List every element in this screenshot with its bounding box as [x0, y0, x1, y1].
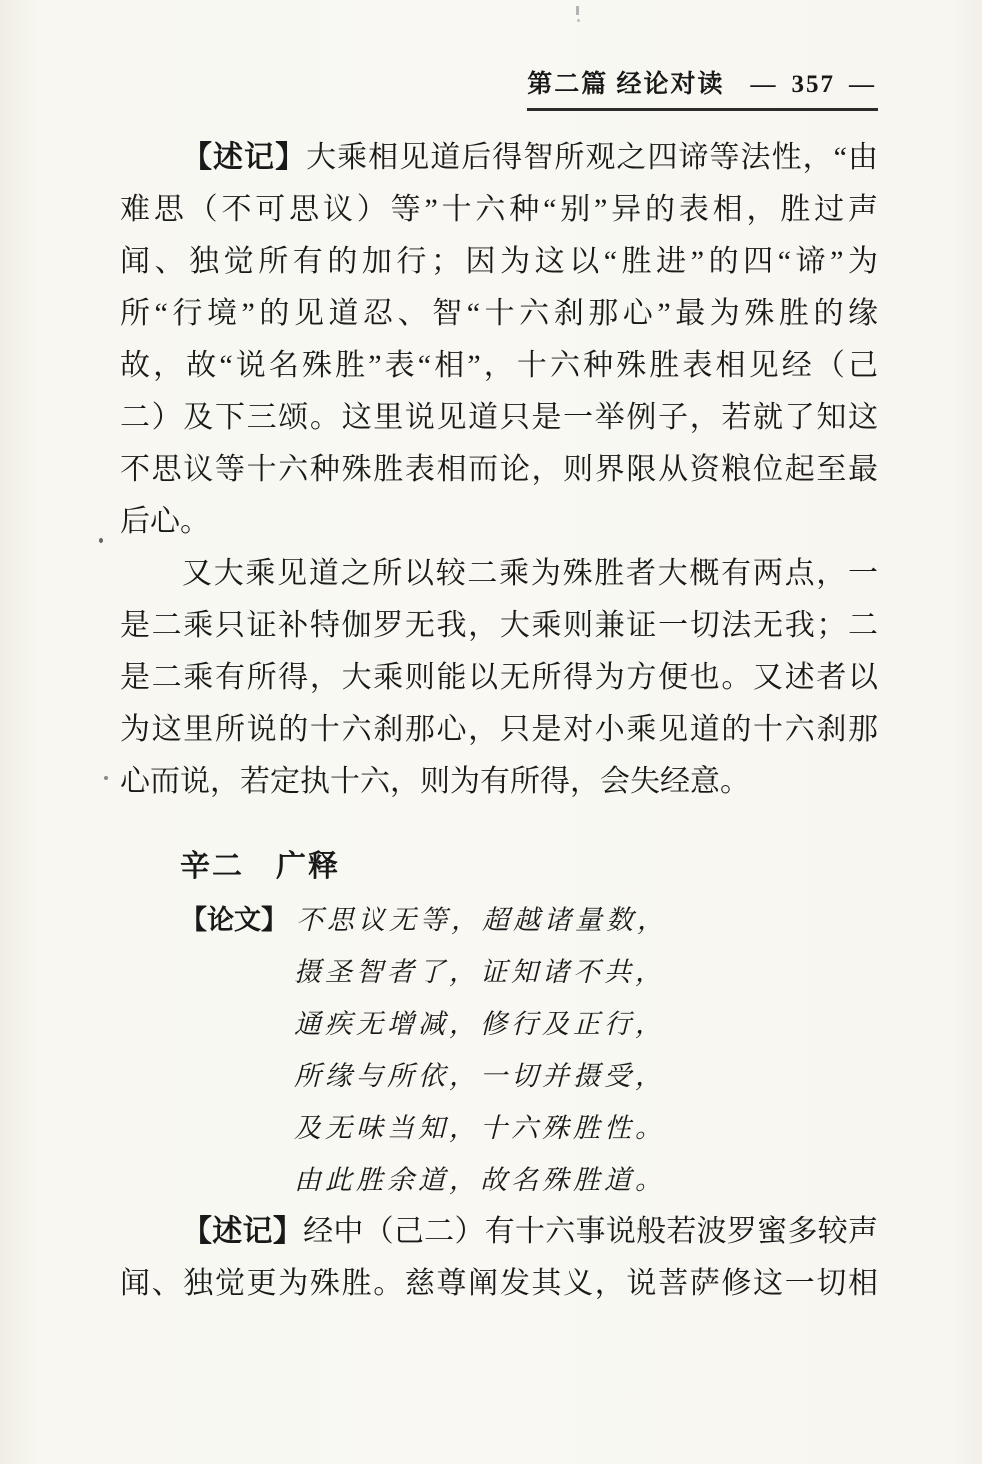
chapter-title: 第二篇 经论对读 — [527, 71, 725, 98]
text-line: 闻、独觉更为殊胜。慈尊阐发其义，说菩萨修这一切相 — [120, 1267, 878, 1300]
page-number-dash-right: — — [849, 71, 876, 98]
scan-mark — [576, 6, 579, 15]
text-line: 是二乘只证补特伽罗无我，大乘则兼证一切法无我；二 — [120, 609, 878, 642]
verse-line — [120, 998, 878, 1050]
paragraph-shuji-1 — [120, 132, 878, 548]
line-text: 经中（己二）有十六事说般若波罗蜜多较声 — [303, 1215, 878, 1248]
scan-mark — [104, 776, 108, 780]
text-line: 后心。 — [120, 505, 210, 538]
text-line: 心而说，若定执十六，则为有所得，会失经意。 — [120, 765, 750, 798]
verse-text: 不思议无等，超越诸量数， — [296, 905, 668, 935]
text-line: 故，故“说名殊胜”表“相”，十六种殊胜表相见经（己 — [120, 349, 878, 382]
verse-text: 摄圣智者了，证知诸不共， — [294, 957, 666, 987]
line-text: 大乘相见道后得智所观之四谛等法性，“由 — [306, 141, 878, 174]
running-head — [527, 64, 878, 111]
scan-mark — [577, 19, 580, 22]
shuji-label: 【述记】 — [182, 141, 307, 174]
verse-line — [120, 1050, 878, 1102]
verse-line — [120, 1102, 878, 1154]
lunwen-label: 【论文】 — [180, 905, 288, 935]
text-line: 二）及下三颂。这里说见道只是一举例子，若就了知这 — [120, 401, 878, 434]
text-line: 不思议等十六种殊胜表相而论，则界限从资粮位起至最 — [120, 453, 878, 486]
verse-text: 所缘与所依，一切并摄受， — [294, 1061, 666, 1091]
page-number: 357 — [791, 71, 835, 98]
text-line — [120, 1206, 878, 1258]
text-line: 又大乘见道之所以较二乘为殊胜者大概有两点，一 — [182, 557, 878, 590]
text-column — [120, 132, 878, 1310]
verse-text: 及无味当知，十六殊胜性。 — [294, 1113, 666, 1143]
page-number-dash-left: — — [750, 71, 778, 98]
text-line — [120, 132, 878, 184]
paragraph-shuji-2 — [120, 1206, 878, 1310]
section-heading: 辛二 广释 — [180, 850, 340, 883]
lunwen-verse — [120, 894, 878, 1206]
verse-text: 由此胜余道，故名殊胜道。 — [294, 1165, 666, 1195]
text-line: 闻、独觉所有的加行；因为这以“胜进”的四“谛”为 — [120, 245, 878, 278]
paragraph-2 — [120, 548, 878, 808]
shuji-label: 【述记】 — [182, 1215, 304, 1248]
verse-line — [120, 946, 878, 998]
text-line: 为这里所说的十六刹那心，只是对小乘见道的十六刹那 — [120, 713, 878, 746]
verse-line — [120, 1154, 878, 1206]
scan-mark — [99, 538, 103, 543]
verse-line — [120, 894, 878, 946]
verse-text: 通疾无增减，修行及正行， — [294, 1009, 666, 1039]
text-line: 难思（不可思议）等”十六种“别”异的表相，胜过声 — [120, 193, 878, 226]
text-line: 所“行境”的见道忍、智“十六刹那心”最为殊胜的缘 — [120, 297, 878, 330]
text-line: 是二乘有所得，大乘则能以无所得为方便也。又述者以 — [120, 661, 878, 694]
